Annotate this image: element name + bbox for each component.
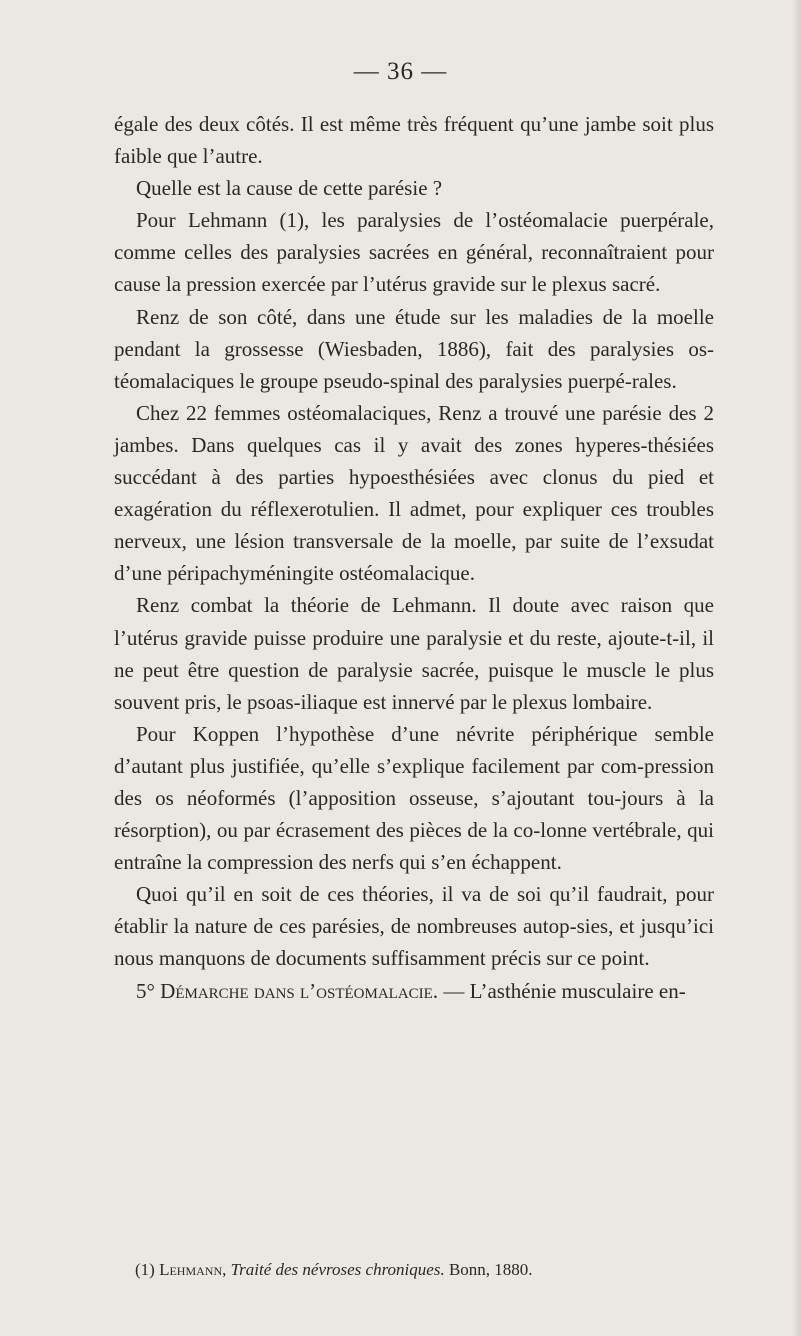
footnote-title: Traité des névroses chroniques.	[230, 1260, 445, 1279]
page-edge	[791, 0, 801, 1336]
section-text: L’asthénie musculaire en-	[469, 978, 686, 1003]
section-heading: Démarche dans l’ostéomalacie.	[160, 978, 439, 1003]
paragraph-lehmann: Pour Lehmann (1), les paralysies de l’ostéomalacie puerpérale, comme celles des paralysies sacrées en général, reconnaîtraient pour cause la pression exercée par l’utérus gravide sur le plexus sacré.	[114, 208, 714, 297]
body-text	[114, 108, 714, 1007]
paragraph-continuation: égale des deux côtés. Il est même très fréquent qu’une jambe soit plus faible que l’autre.	[114, 112, 714, 169]
footnote-author: Lehmann,	[159, 1260, 227, 1279]
footnote-place-year: Bonn, 1880.	[448, 1260, 533, 1279]
section-number: 5°	[136, 978, 155, 1003]
paragraph-renz-study: Renz de son côté, dans une étude sur les maladies de la moelle pendant la grossesse (Wiesbaden, 1886), fait des paralysies os-téomalaciques le groupe pseudo-spinal des paralysies puerpé-rales.	[114, 304, 714, 393]
paragraph-renz-critique: Renz combat la théorie de Lehmann. Il doute avec raison que l’utérus gravide puisse produire une paralysie et du reste, ajoute-t-il, il ne peut être question de paralysie sacrée, puisque le muscle le plus souvent pris, le psoas-iliaque est innervé par le plexus lombaire.	[114, 593, 714, 714]
page-number: — 36 —	[353, 58, 448, 85]
paragraph-question: Quelle est la cause de cette parésie ?	[136, 176, 443, 201]
paragraph-koppen: Pour Koppen l’hypothèse d’une névrite périphérique semble d’autant plus justifiée, qu’elle s’explique facilement par com-pression des os néoformés (l’apposition osseuse, s’ajoutant tou-jours à la résorption), ou par écrasement des pièces de la co-lonne vertébrale, qui entraîne la compression des nerfs qui s’en échappent.	[114, 721, 714, 875]
footnote	[135, 1259, 725, 1281]
footnote-marker: (1)	[135, 1260, 155, 1279]
section-heading-paragraph	[114, 975, 714, 1007]
section-dash: —	[443, 978, 465, 1003]
paragraph-conclusion: Quoi qu’il en soit de ces théories, il va de soi qu’il faudrait, pour établir la nature de ces parésies, de nombreuses autop-sies, et jusqu’ici nous manquons de documents suffisamment précis sur ce point.	[114, 882, 714, 971]
paragraph-renz-cases: Chez 22 femmes ostéomalaciques, Renz a trouvé une parésie des 2 jambes. Dans quelques cas il y avait des zones hyperes-thésiées succédant à des parties hypoesthésiées avec clonus du pied et exagération du réflexerotulien. Il admet, pour expliquer ces troubles nerveux, une lésion transversale de la moelle, par suite de l’exsudat d’une péripachyméningite ostéomalacique.	[114, 400, 714, 586]
